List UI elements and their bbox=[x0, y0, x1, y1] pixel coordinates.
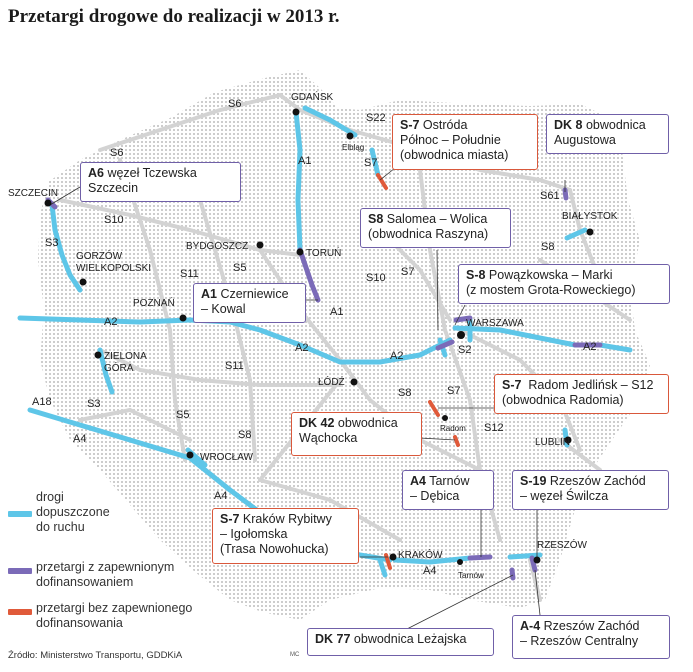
callout-s8-salomea: S8 Salomea – Wolica (obwodnica Raszyna) bbox=[360, 208, 511, 248]
city-label-elblag: Elbląg bbox=[342, 143, 365, 152]
callout-dk8: DK 8 obwodnica Augustowa bbox=[546, 114, 669, 154]
city-label-krakow: KRAKÓW bbox=[398, 550, 443, 561]
road-label: S8 bbox=[398, 387, 412, 399]
road-label: A1 bbox=[330, 306, 344, 318]
road-label: S10 bbox=[366, 272, 386, 284]
road-label: A4 bbox=[214, 490, 228, 502]
road-label: S11 bbox=[180, 268, 199, 280]
legend-swatch-unfunded bbox=[8, 609, 32, 615]
road-label: S8 bbox=[541, 241, 555, 253]
legend-swatch-funded bbox=[8, 568, 32, 574]
city-label-szczecin: SZCZECIN bbox=[8, 188, 58, 199]
city-label-poznan: POZNAŃ bbox=[133, 298, 175, 309]
road-label: S6 bbox=[228, 98, 242, 110]
road-label: S3 bbox=[87, 398, 101, 410]
road-label: S8 bbox=[238, 429, 252, 441]
road-label: S22 bbox=[366, 112, 386, 124]
city-label-lublin: LUBLIN bbox=[535, 437, 571, 448]
legend-label-open-roads: drogi dopuszczone do ruchu bbox=[36, 490, 110, 534]
road-label: A2 bbox=[390, 350, 404, 362]
road-label: S10 bbox=[104, 214, 124, 226]
callout-s7-radom: S-7 Radom Jedlińsk – S12 (obwodnica Radomia) bbox=[494, 374, 669, 414]
city-label-gdansk: GDAŃSK bbox=[291, 92, 334, 103]
road-label: A2 bbox=[295, 342, 309, 354]
city-label-bialystok: BIAŁYSTOK bbox=[562, 211, 618, 222]
city-label-radom: Radom bbox=[440, 424, 466, 433]
road-label: A2 bbox=[583, 341, 597, 353]
city-label-zielona-gora: ZIELONA GÓRA bbox=[104, 351, 147, 374]
city-label-wroclaw: WROCŁAW bbox=[200, 452, 253, 463]
callout-a4-rzeszow: A-4 Rzeszów Zachód – Rzeszów Centralny bbox=[512, 615, 670, 659]
road-label: A4 bbox=[423, 565, 437, 577]
city-label-bydgoszcz: BYDGOSZCZ bbox=[186, 241, 249, 252]
road-label: S2 bbox=[458, 344, 472, 356]
road-label: A18 bbox=[32, 396, 52, 408]
callout-s8-powazkowska: S-8 Powązkowska – Marki (z mostem Grota-Roweckiego) bbox=[458, 264, 670, 304]
callout-dk77: DK 77 obwodnica Leżajska bbox=[307, 628, 494, 656]
road-label: S5 bbox=[176, 409, 190, 421]
city-label-lodz: ŁÓDŹ bbox=[318, 377, 345, 388]
road-label: S3 bbox=[45, 237, 59, 249]
city-label-rzeszow: RZESZÓW bbox=[537, 540, 587, 551]
callout-s19: S-19 Rzeszów Zachód – węzeł Świlcza bbox=[512, 470, 669, 510]
page-title: Przetargi drogowe do realizacji w 2013 r. bbox=[8, 6, 340, 27]
road-label: A4 bbox=[73, 433, 87, 445]
callout-s7-ostroda: S-7 Ostróda Północ – Południe (obwodnica miasta) bbox=[392, 114, 538, 170]
callout-a6: A6 węzeł Tczewska Szczecin bbox=[80, 162, 241, 202]
author-credit: MC bbox=[290, 652, 300, 658]
source-note: Źródło: Ministerstwo Transportu, GDDKiA bbox=[8, 650, 183, 661]
road-label: S61 bbox=[540, 190, 560, 202]
road-label: S5 bbox=[233, 262, 247, 274]
road-label: A1 bbox=[298, 155, 312, 167]
city-label-tarnow: Tarnów bbox=[458, 571, 484, 580]
road-label: S7 bbox=[447, 385, 461, 397]
callout-a4-tarnow: A4 Tarnów – Dębica bbox=[402, 470, 494, 510]
legend-swatch-open-roads bbox=[8, 511, 32, 517]
road-label: S7 bbox=[364, 157, 378, 169]
road-label: S12 bbox=[484, 422, 504, 434]
legend-label-funded: przetargi z zapewnionym dofinansowaniem bbox=[36, 560, 175, 589]
road-label: S6 bbox=[110, 147, 124, 159]
road-label: A2 bbox=[104, 316, 118, 328]
legend-label-unfunded: przetargi bez zapewnionego dofinansowania bbox=[36, 601, 193, 630]
callout-dk42: DK 42 obwodnica Wąchocka bbox=[291, 412, 422, 456]
city-label-gorzow: GORZÓW WIELKOPOLSKI bbox=[76, 251, 152, 274]
road-label: S7 bbox=[401, 266, 415, 278]
callout-s7-krakow: S-7 Kraków Rybitwy – Igołomska (Trasa Nowohucka) bbox=[212, 508, 359, 564]
callout-a1-czerniewice: A1 Czerniewice – Kowal bbox=[193, 283, 306, 323]
city-label-torun: TORUŃ bbox=[306, 248, 342, 259]
city-label-warszawa: WARSZAWA bbox=[466, 318, 524, 329]
road-label: S11 bbox=[225, 360, 244, 372]
